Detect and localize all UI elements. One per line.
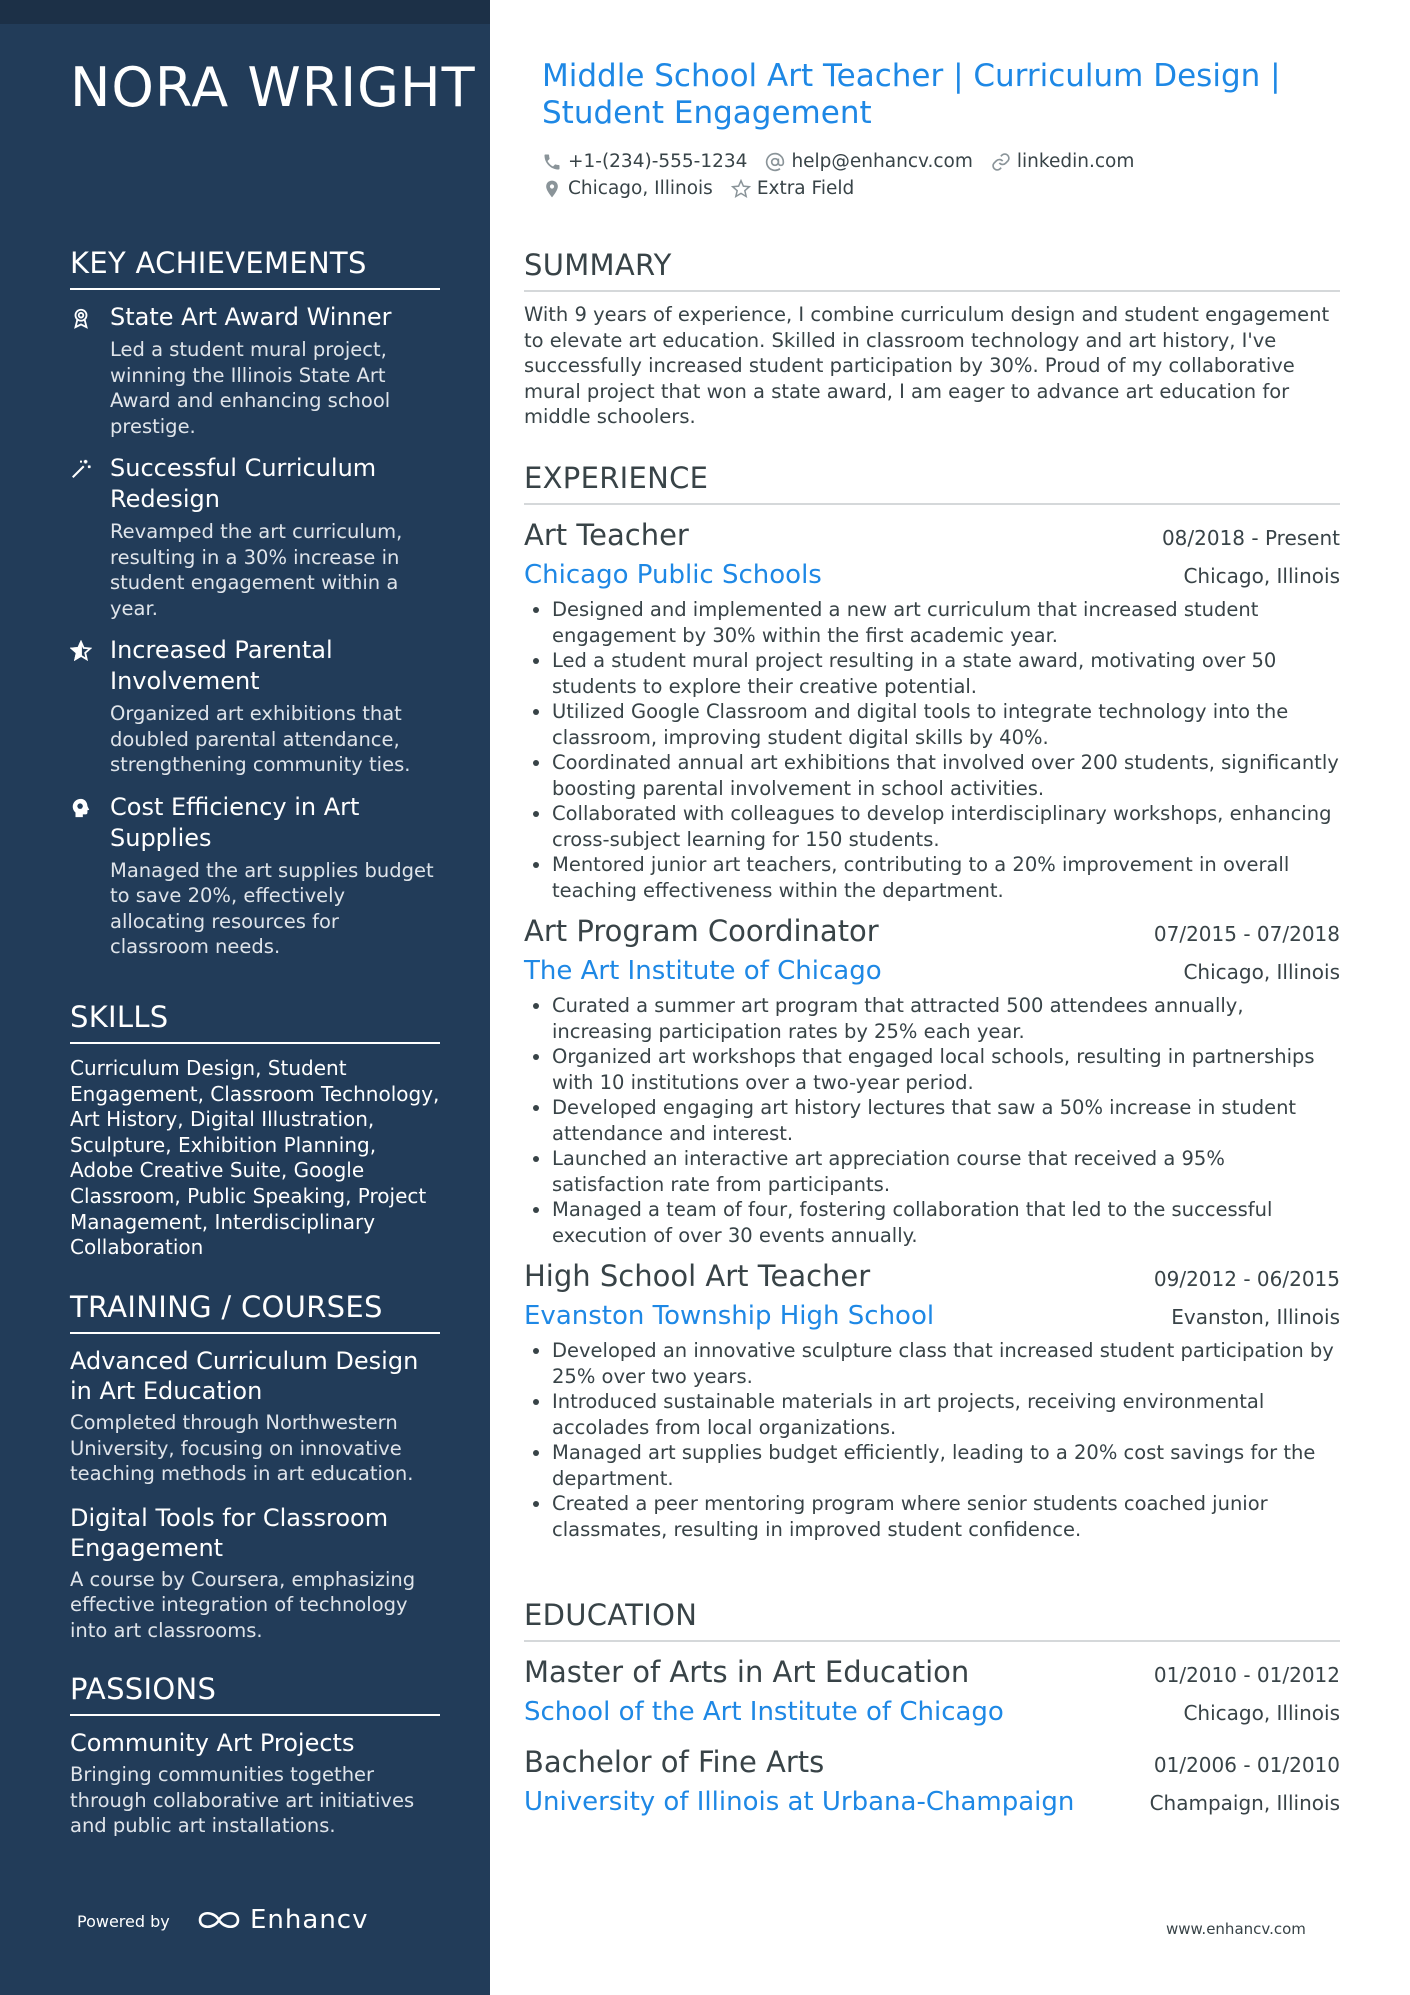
bullet: • Introduced sustainable materials in art projects, receiving environmental accolades from local organizations. — [552, 1389, 1340, 1440]
location-text: Chicago, Illinois — [568, 178, 713, 199]
passions-section — [70, 1672, 440, 1855]
headline: Middle School Art Teacher | Curriculum Design | Student Engagement — [542, 58, 1281, 131]
contact-info — [542, 148, 1302, 202]
experience-heading: EXPERIENCE — [524, 461, 1340, 505]
achievement-item — [70, 635, 440, 778]
school-name[interactable]: University of Illinois at Urbana-Champaign — [524, 1787, 1075, 1817]
job-dates: 07/2015 - 07/2018 — [1153, 922, 1340, 946]
candidate-name: NORA WRIGHT — [70, 56, 476, 119]
enhancv-brand-text: Enhancv — [250, 1905, 369, 1935]
contact-linkedin[interactable] — [991, 151, 1134, 172]
linkedin-text: linkedin.com — [1016, 151, 1135, 172]
skills-section — [70, 1000, 440, 1261]
achievement-title: Successful Curriculum Redesign — [110, 454, 377, 513]
bullet: • Led a student mural project resulting in a state award, motivating over 50 students to explore their creative potential. — [552, 648, 1340, 699]
education-entry — [524, 1742, 1340, 1822]
powered-by-label: Powered by — [77, 1912, 170, 1931]
job-location: Chicago, Illinois — [1183, 960, 1340, 984]
degree-title: Bachelor of Fine Arts — [524, 1745, 825, 1779]
job-location: Chicago, Illinois — [1183, 564, 1340, 588]
job-title: Art Teacher — [524, 518, 689, 552]
bullet: • Managed a team of four, fostering collaboration that led to the successful execution of over 30 events annually. — [552, 1197, 1340, 1248]
course-description: A course by Coursera, emphasizing effective integration of technology into art classrooms. — [70, 1567, 416, 1642]
course-title: Advanced Curriculum Design in Art Education — [70, 1347, 419, 1405]
job-entry — [524, 515, 1340, 903]
achievement-title: State Art Award Winner — [110, 303, 392, 331]
achievement-description: Managed the art supplies budget to save 20%, effectively allocating resources for classroom needs. — [110, 858, 434, 958]
education-heading: EDUCATION — [524, 1598, 1340, 1642]
job-dates: 09/2012 - 06/2015 — [1153, 1267, 1340, 1291]
lightbulb-head-icon — [70, 792, 110, 960]
bullet: • Utilized Google Classroom and digital tools to integrate technology into the classroom, improving student digital skills by 40%. — [552, 699, 1340, 750]
job-bullets — [524, 993, 1340, 1248]
achievement-item — [70, 792, 440, 960]
achievement-item — [70, 302, 440, 439]
star-icon — [731, 179, 751, 199]
enhancv-logo[interactable] — [196, 1905, 368, 1935]
bullet: • Mentored junior art teachers, contributing to a 20% improvement in overall teaching effectiveness within the department. — [552, 852, 1340, 903]
training-section — [70, 1290, 440, 1659]
job-dates: 08/2018 - Present — [1161, 526, 1340, 550]
key-achievements-heading: KEY ACHIEVEMENTS — [70, 246, 440, 290]
sidebar — [0, 0, 490, 1995]
education-entry — [524, 1652, 1340, 1732]
bullet: • Developed engaging art history lectures that saw a 50% increase in student attendance and interest. — [552, 1095, 1340, 1146]
education-dates: 01/2006 - 01/2010 — [1153, 1753, 1340, 1777]
email-text: help@enhancv.com — [791, 151, 973, 172]
enhancv-logo-icon — [196, 1907, 242, 1933]
job-company[interactable]: Evanston Township High School — [524, 1301, 935, 1331]
achievement-description: Organized art exhibitions that doubled parental attendance, strengthening community ties. — [110, 702, 411, 776]
education-dates: 01/2010 - 01/2012 — [1153, 1663, 1340, 1687]
job-company[interactable]: The Art Institute of Chicago — [524, 956, 882, 986]
phone-icon — [542, 152, 562, 172]
job-company[interactable]: Chicago Public Schools — [524, 560, 822, 590]
education-section — [524, 1598, 1340, 1832]
link-icon — [991, 152, 1011, 172]
passion-title: Community Art Projects — [70, 1729, 355, 1757]
school-location: Champaign, Illinois — [1149, 1791, 1340, 1815]
achievement-description: Revamped the art curriculum, resulting in a 30% increase in student engagement within a year. — [110, 520, 403, 620]
bullet: • Managed art supplies budget efficiently, leading to a 20% cost savings for the department. — [552, 1440, 1340, 1491]
bullet: • Coordinated annual art exhibitions that involved over 200 students, significantly boosting parental involvement in school activities. — [552, 750, 1340, 801]
job-bullets — [524, 1338, 1340, 1542]
job-location: Evanston, Illinois — [1171, 1305, 1340, 1329]
bullet: • Created a peer mentoring program where senior students coached junior classmates, resulting in improved student confidence. — [552, 1491, 1340, 1542]
course-title: Digital Tools for Classroom Engagement — [70, 1503, 389, 1562]
sidebar-top-band — [0, 0, 490, 24]
skills-heading: SKILLS — [70, 1000, 440, 1044]
passions-heading: PASSIONS — [70, 1672, 440, 1716]
bullet: • Organized art workshops that engaged local schools, resulting in partnerships with 10 institutions over a two-year period. — [552, 1044, 1340, 1095]
summary-section — [524, 248, 1340, 430]
location-pin-icon — [542, 179, 562, 199]
degree-title: Master of Arts in Art Education — [524, 1655, 970, 1689]
achievement-item — [70, 453, 440, 621]
key-achievements-section — [70, 246, 440, 974]
achievement-title: Cost Efficiency in Art Supplies — [110, 792, 360, 852]
training-heading: TRAINING / COURSES — [70, 1290, 440, 1334]
passion-description: Bringing communities together through collaborative art initiatives and public art installations. — [70, 1763, 415, 1837]
magic-wand-icon — [70, 453, 110, 621]
course-description: Completed through Northwestern University, focusing on innovative teaching methods in art education. — [70, 1411, 414, 1485]
extra-field-text: Extra Field — [756, 178, 855, 199]
job-entry — [524, 1256, 1340, 1542]
summary-heading: SUMMARY — [524, 248, 1340, 292]
job-title: Art Program Coordinator — [524, 914, 879, 948]
job-title: High School Art Teacher — [524, 1259, 871, 1293]
star-half-icon — [70, 635, 110, 778]
school-location: Chicago, Illinois — [1183, 1701, 1340, 1725]
footer-website-link[interactable]: www.enhancv.com — [1166, 1920, 1306, 1938]
bullet: • Launched an interactive art appreciation course that received a 95% satisfaction rate from participants. — [552, 1146, 1340, 1197]
phone-text: +1-(234)-555-1234 — [568, 151, 748, 172]
contact-extra — [731, 178, 854, 199]
job-entry — [524, 911, 1340, 1248]
award-ribbon-icon — [70, 302, 110, 439]
skills-list: Curriculum Design, Student Engagement, Classroom Technology, Art History, Digital Illustration, Sculpture, Exhibition Planning, Adobe Creative Suite, Google Classroom, Public Speaking, Project Management, Interdisciplinary Collaboration — [70, 1056, 440, 1260]
job-bullets — [524, 597, 1340, 903]
bullet: • Designed and implemented a new art curriculum that increased student engagement by 30% within the first academic year. — [552, 597, 1340, 648]
contact-email[interactable] — [765, 151, 972, 172]
bullet: • Curated a summer art program that attracted 500 attendees annually, increasing participation rates by 25% each year. — [552, 993, 1340, 1044]
at-sign-icon — [765, 152, 785, 172]
summary-text: With 9 years of experience, I combine curriculum design and student engagement to elevate art education. Skilled in classroom technology and art history, I've successfully increased student participation by 30%. Proud of my collaborative mural project that won a state award, I am eager to advance art education for middle schoolers. — [524, 303, 1330, 429]
contact-phone[interactable] — [542, 151, 747, 172]
bullet: • Collaborated with colleagues to develop interdisciplinary workshops, enhancing cross-subject learning for 150 students. — [552, 801, 1340, 852]
school-name[interactable]: School of the Art Institute of Chicago — [524, 1697, 1004, 1727]
bullet: • Developed an innovative sculpture class that increased student participation by 25% over two years. — [552, 1338, 1340, 1389]
experience-section — [524, 461, 1340, 1550]
achievement-title: Increased Parental Involvement — [110, 636, 333, 695]
achievement-description: Led a student mural project, winning the Illinois State Art Award and enhancing school prestige. — [110, 338, 391, 438]
contact-location — [542, 178, 713, 199]
